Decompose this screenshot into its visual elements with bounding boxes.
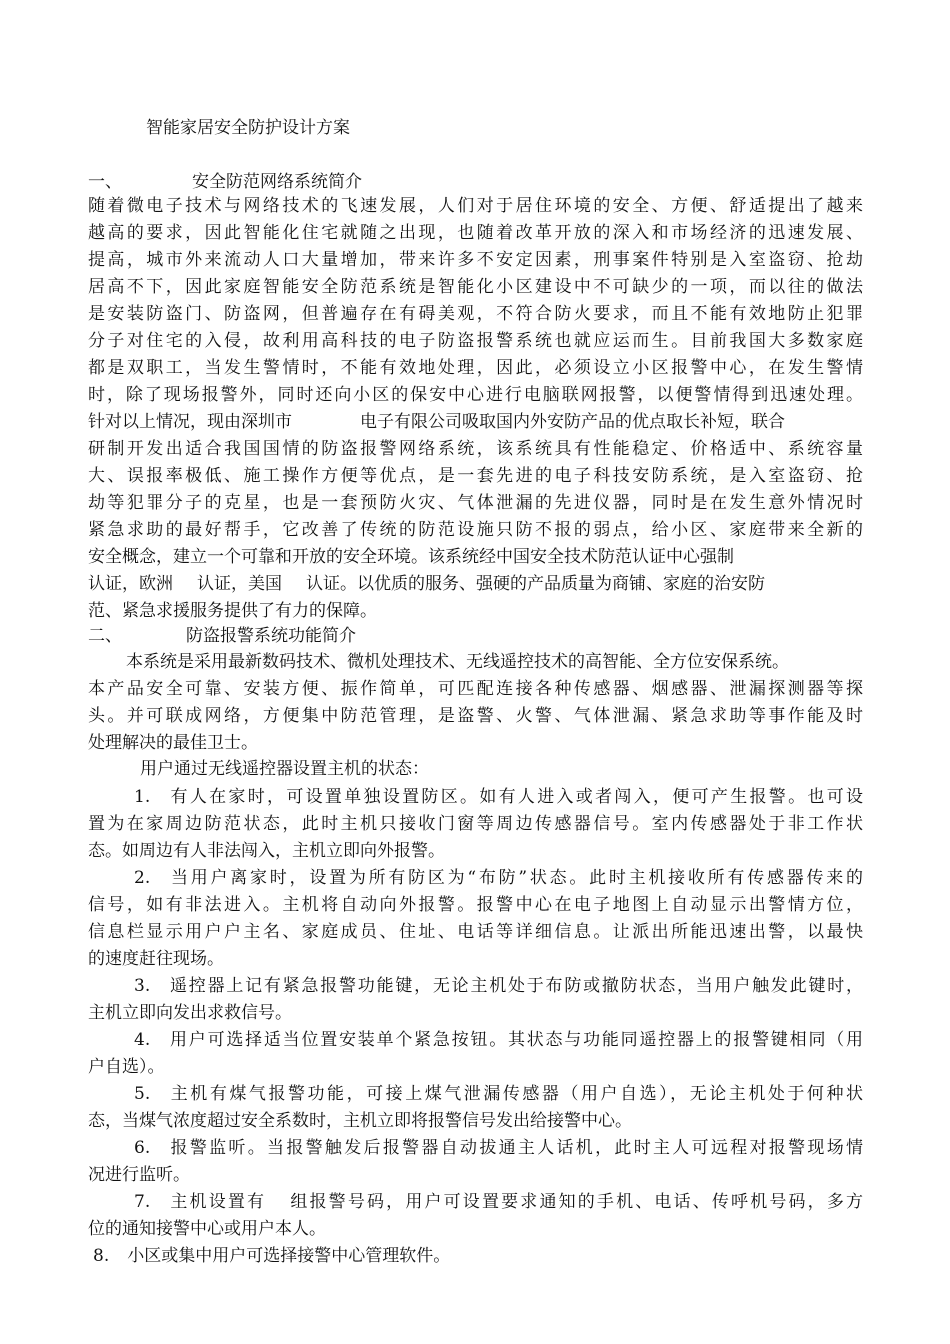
paragraph-line: 安全概念，建立一个可靠和开放的安全环境。该系统经中国安全技术防范认证中心强制 bbox=[88, 547, 734, 567]
section-2-heading bbox=[88, 622, 356, 650]
list-item-line: 信息栏显示用户户主名、家庭成员、住址、电话等详细信息。让派出所能迅速出警，以最快 bbox=[88, 922, 863, 942]
list-item-text: 报警监听。当报警触发后报警器自动拔通主人话机，此时主人可远程对报警现场情 bbox=[168, 1138, 863, 1158]
line-segment: 认证，美国 bbox=[197, 574, 282, 594]
list-item-line bbox=[134, 783, 863, 811]
line-segment: 针对以上情况，现由深圳市 bbox=[88, 412, 292, 432]
list-item-line bbox=[134, 1080, 863, 1108]
list-item-line: 的速度赶往现场。 bbox=[88, 949, 224, 969]
line-segment: 认证。以优质的服务、强硬的产品质量为商铺、家庭的治安防 bbox=[306, 574, 765, 594]
list-item-line bbox=[134, 1134, 863, 1162]
paragraph-line: 越高的要求，因此智能化住宅就随之出现，也随着改革开放的深入和市场经济的迅速发展、 bbox=[88, 223, 863, 243]
paragraph-line: 分子对住宅的入侵，故利用高科技的电子防盗报警系统也就应运而生。目前我国大多数家庭 bbox=[88, 331, 863, 351]
paragraph-line: 劫等犯罪分子的克星，也是一套预防火灾、气体泄漏的先进仪器，同时是在发生意外情况时 bbox=[88, 493, 863, 513]
list-item-line bbox=[134, 1026, 863, 1054]
list-item-number: 1. bbox=[134, 787, 151, 807]
list-item-line: 主机立即向发出求救信号。 bbox=[88, 1003, 292, 1023]
list-item-line: 态，当煤气浓度超过安全系数时，主机立即将报警信号发出给接警中心。 bbox=[88, 1111, 632, 1131]
paragraph-line: 本产品安全可靠、安装方便、振作简单，可匹配连接各种传感器、烟感器、泄漏探测器等探 bbox=[88, 679, 863, 699]
paragraph-line: 本系统是采用最新数码技术、微机处理技术、无线遥控技术的高智能、全方位安保系统。 bbox=[126, 652, 789, 672]
list-item-line: 位的通知接警中心或用户本人。 bbox=[88, 1219, 326, 1239]
list-item-line bbox=[134, 1188, 863, 1216]
list-item-text: 组报警号码，用户可设置要求通知的手机、电话、传呼机号码，多方 bbox=[288, 1192, 864, 1212]
list-item-line: 况进行监听。 bbox=[88, 1165, 190, 1185]
line-segment: 电子有限公司吸取国内外安防产品的优点取长补短，联合 bbox=[360, 412, 785, 432]
list-item-line: 态。如周边有人非法闯入，主机立即向外报警。 bbox=[88, 841, 445, 861]
list-item-text: 主机设置有 bbox=[168, 1192, 267, 1212]
paragraph-line: 是安装防盗门、防盗网，但普遍存在有碍美观，不符合防火要求，而且不能有效地防止犯罪 bbox=[88, 304, 863, 324]
paragraph-line: 提高，城市外来流动人口大量增加，带来许多不安定因素，刑事案件特别是入室盗窃、抢劫 bbox=[88, 250, 863, 270]
list-item-number: 7. bbox=[134, 1192, 151, 1212]
list-item-number: 8. bbox=[93, 1246, 110, 1266]
document-title: 智能家居安全防护设计方案 bbox=[146, 118, 350, 138]
paragraph-line: 随着微电子技术与网络技术的飞速发展，人们对于居住环境的安全、方便、舒适提出了越来 bbox=[88, 196, 863, 216]
paragraph-line: 居高不下，因此家庭智能安全防范系统是智能化小区建设中不可缺少的一项，而以往的做法 bbox=[88, 277, 863, 297]
section-2-title: 防盗报警系统功能简介 bbox=[186, 626, 356, 646]
list-item-text: 用户可选择适当位置安装单个紧急按钮。其状态与功能同遥控器上的报警键相同（用 bbox=[168, 1030, 863, 1050]
list-item-line: 置为在家周边防范状态，此时主机只接收门窗等周边传感器信号。室内传感器处于非工作状 bbox=[88, 814, 863, 834]
list-item-number: 4. bbox=[134, 1030, 151, 1050]
list-item-number: 6. bbox=[134, 1138, 151, 1158]
section-1-number: 一、 bbox=[88, 172, 122, 192]
list-item-line bbox=[134, 864, 863, 892]
list-item-line bbox=[134, 972, 863, 1000]
line-segment: 认证，欧洲 bbox=[88, 574, 173, 594]
paragraph-line: 研制开发出适合我国国情的防盗报警网络系统，该系统具有性能稳定、价格适中、系统容量 bbox=[88, 439, 863, 459]
list-item-line bbox=[93, 1242, 793, 1270]
list-item-number: 3. bbox=[134, 976, 151, 996]
paragraph-line bbox=[88, 570, 863, 598]
list-item-text: 遥控器上记有紧急报警功能键，无论主机处于布防或撤防状态，当用户触发此键时， bbox=[168, 976, 863, 996]
paragraph-line: 都是双职工，当发生警情时，不能有效地处理，因此，必须设立小区报警中心，在发生警情 bbox=[88, 358, 863, 378]
paragraph-line: 时，除了现场报警外，同时还向小区的保安中心进行电脑联网报警，以便警情得到迅速处理。 bbox=[88, 385, 863, 405]
section-2-number: 二、 bbox=[88, 626, 122, 646]
paragraph-line: 处理解决的最佳卫士。 bbox=[88, 733, 258, 753]
list-item-text: 主机有煤气报警功能，可接上煤气泄漏传感器（用户自选），无论主机处于何种状 bbox=[168, 1084, 863, 1104]
paragraph-line bbox=[88, 408, 863, 436]
paragraph-line: 大、误报率极低、施工操作方便等优点，是一套先进的电子科技安防系统，是入室盗窃、抢 bbox=[88, 466, 863, 486]
section-1-title: 安全防范网络系统简介 bbox=[192, 172, 362, 192]
paragraph-line: 紧急求助的最好帮手，它改善了传统的防范设施只防不报的弱点，给小区、家庭带来全新的 bbox=[88, 520, 863, 540]
paragraph-line: 用户通过无线遥控器设置主机的状态： bbox=[140, 759, 429, 779]
list-item-text: 当用户离家时，设置为所有防区为“布防”状态。此时主机接收所有传感器传来的 bbox=[168, 868, 863, 888]
list-item-number: 2. bbox=[134, 868, 151, 888]
list-item-line: 信号，如有非法进入。主机将自动向外报警。报警中心在电子地图上自动显示出警情方位， bbox=[88, 895, 863, 915]
list-item-text: 有人在家时，可设置单独设置防区。如有人进入或者闯入，便可产生报警。也可设 bbox=[168, 787, 863, 807]
list-item-line: 户自选）。 bbox=[88, 1057, 165, 1077]
paragraph-line: 范、紧急求援服务提供了有力的保障。 bbox=[88, 601, 377, 621]
paragraph-line: 头。并可联成网络，方便集中防范管理，是盗警、火警、气体泄漏、紧急求助等事作能及时 bbox=[88, 706, 863, 726]
list-item-number: 5. bbox=[134, 1084, 151, 1104]
list-item-text: 小区或集中用户可选择接警中心管理软件。 bbox=[127, 1246, 451, 1266]
